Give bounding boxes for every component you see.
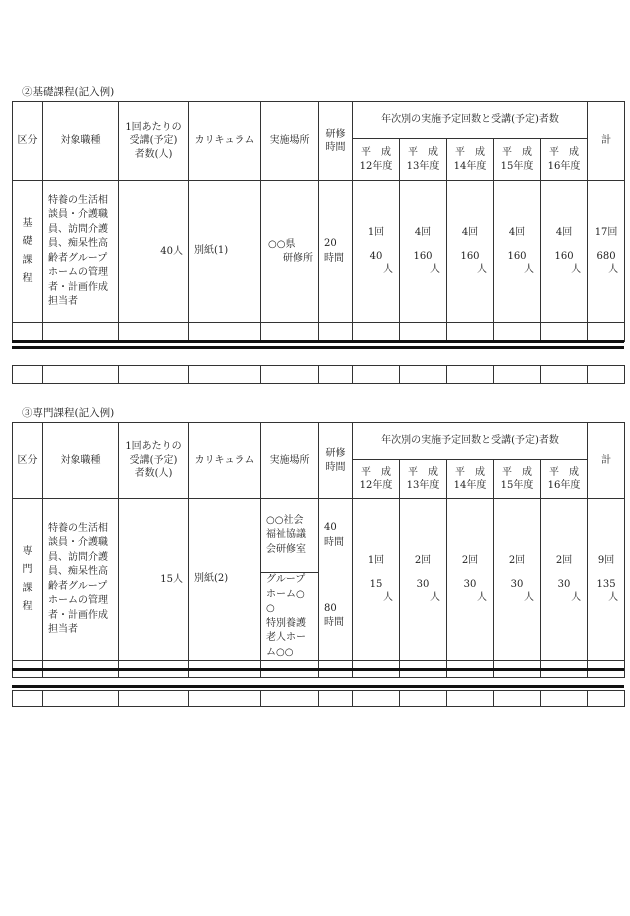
header-target: 対象職種 — [43, 423, 119, 499]
year-14-cell: 2回 30 人 — [447, 499, 494, 661]
total-cell: 9回 135 人 — [588, 499, 625, 661]
header-per-session: 1回あたりの 受講(予定) 者数(人) — [119, 102, 189, 181]
per-session-cell: 40人 — [119, 181, 189, 323]
year-12-cell: 1回 40 人 — [353, 181, 400, 323]
empty-row — [13, 323, 625, 342]
place-a-cell: ○○社会 福祉協議 会研修室 — [261, 499, 319, 573]
header-target: 対象職種 — [43, 102, 119, 181]
year-16-cell: 4回 160 人 — [541, 181, 588, 323]
basic-continuation-row — [12, 365, 625, 384]
target-cell: 特養の生活相 談員・介護職 員、訪問介護 員、痴呆性高 齢者グループ ホームの管理 者・計画作成 担当者 — [43, 499, 119, 661]
header-year-14: 平 成 14年度 — [447, 460, 494, 499]
header-year-14: 平 成 14年度 — [447, 139, 494, 181]
per-session-cell: 15人 — [119, 499, 189, 661]
header-total: 計 — [588, 423, 625, 499]
header-yearly: 年次別の実施予定回数と受講(予定)者数 — [353, 102, 588, 139]
year-13-cell: 2回 30 人 — [400, 499, 447, 661]
table-break-bar — [12, 346, 624, 349]
year-15-cell: 2回 30 人 — [494, 499, 541, 661]
table-break-bar — [12, 340, 624, 343]
specialized-caption: ③専門課程(記入例) — [22, 407, 115, 419]
kubun-cell: 専 門 課 程 — [13, 499, 43, 661]
hours-cell: 20 時間 — [319, 181, 353, 323]
header-curriculum: カリキュラム — [189, 102, 261, 181]
header-hours: 研修 時間 — [319, 102, 353, 181]
kubun-cell: 基 礎 課 程 — [13, 181, 43, 323]
year-13-cell: 4回 160 人 — [400, 181, 447, 323]
place-cell: ○○県 研修所 — [261, 181, 319, 323]
header-year-15: 平 成 15年度 — [494, 460, 541, 499]
hours-a-cell: 40 時間 — [319, 499, 353, 573]
target-cell: 特養の生活相 談員・介護職 員、訪問介護 員、痴呆性高 齢者グループ ホームの管理 者・計画作成 担当者 — [43, 181, 119, 323]
curriculum-cell: 別紙(1) — [189, 181, 261, 323]
hours-b-cell: 80 時間 — [319, 573, 353, 661]
header-year-16: 平 成 16年度 — [541, 139, 588, 181]
header-year-15: 平 成 15年度 — [494, 139, 541, 181]
header-hours: 研修 時間 — [319, 423, 353, 499]
header-year-12: 平 成 12年度 — [353, 460, 400, 499]
year-16-cell: 2回 30 人 — [541, 499, 588, 661]
header-year-13: 平 成 13年度 — [400, 139, 447, 181]
basic-caption: ②基礎課程(記入例) — [22, 86, 115, 98]
year-14-cell: 4回 160 人 — [447, 181, 494, 323]
place-b-cell: グループ ホーム○ ○ 特別養護 老人ホー ム○○ — [261, 573, 319, 661]
basic-course-table — [12, 101, 625, 342]
table-break-bar — [12, 668, 624, 671]
year-12-cell: 1回 15 人 — [353, 499, 400, 661]
total-cell: 17回 680 人 — [588, 181, 625, 323]
specialized-continuation-row — [12, 690, 625, 707]
header-place: 実施場所 — [261, 102, 319, 181]
header-kubun: 区分 — [13, 423, 43, 499]
specialized-course-table — [12, 422, 625, 678]
header-year-16: 平 成 16年度 — [541, 460, 588, 499]
header-place: 実施場所 — [261, 423, 319, 499]
header-yearly: 年次別の実施予定回数と受講(予定)者数 — [353, 423, 588, 460]
header-kubun: 区分 — [13, 102, 43, 181]
curriculum-cell: 別紙(2) — [189, 499, 261, 661]
header-year-13: 平 成 13年度 — [400, 460, 447, 499]
header-year-12: 平 成 12年度 — [353, 139, 400, 181]
header-total: 計 — [588, 102, 625, 181]
year-15-cell: 4回 160 人 — [494, 181, 541, 323]
header-per-session: 1回あたりの 受講(予定) 者数(人) — [119, 423, 189, 499]
header-curriculum: カリキュラム — [189, 423, 261, 499]
table-break-bar — [12, 685, 624, 688]
